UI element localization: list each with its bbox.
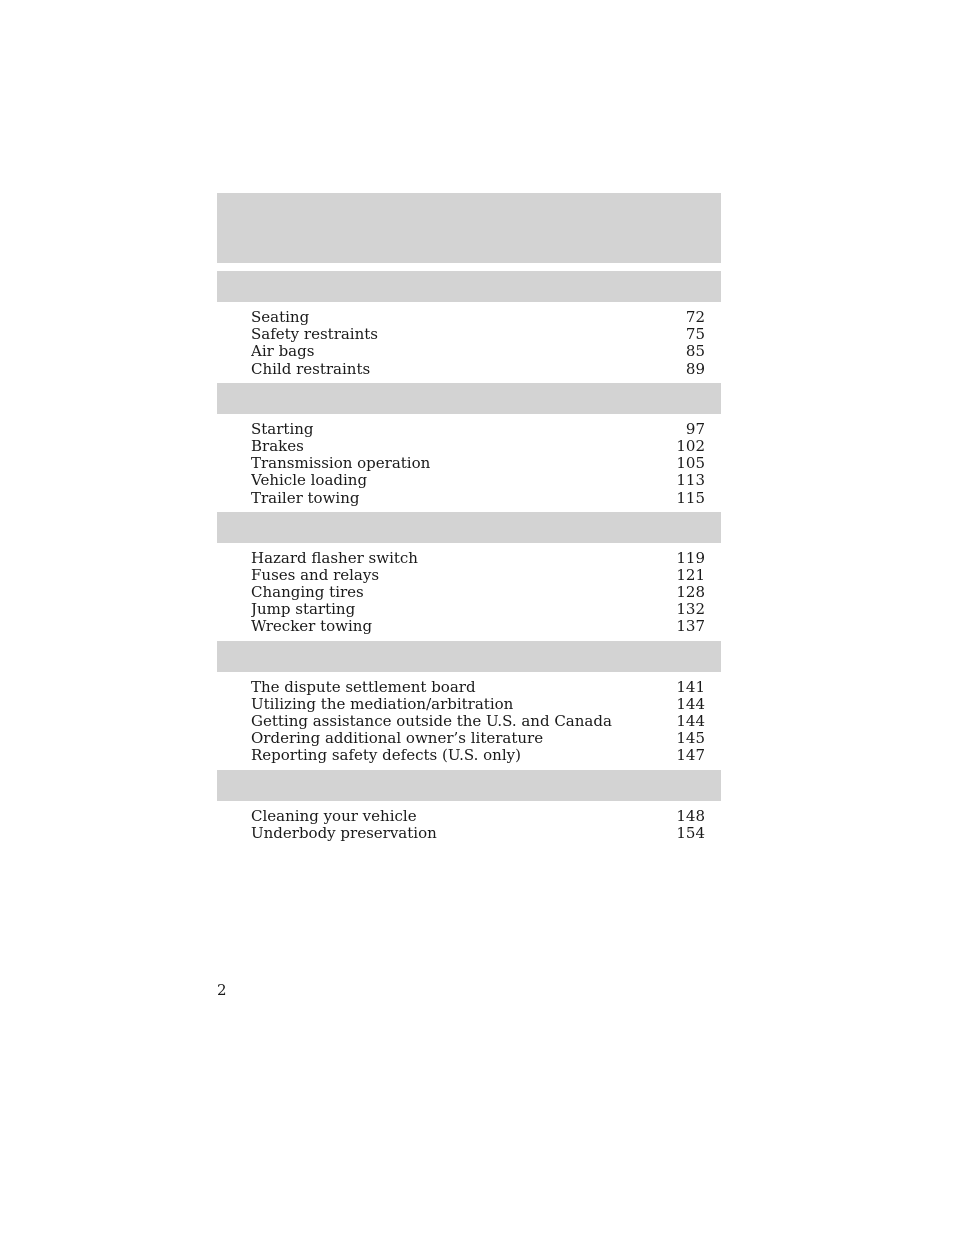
toc-entry[interactable] xyxy=(251,713,705,730)
toc-entry-label: Cleaning your vehicle xyxy=(251,807,417,825)
toc-entry-page: 102 xyxy=(676,436,705,455)
toc-entry-page: 137 xyxy=(676,617,705,636)
toc-entry-page: 121 xyxy=(676,565,705,584)
toc-entry-page: 119 xyxy=(676,548,705,567)
toc-entry[interactable] xyxy=(251,326,705,343)
toc-entry-page: 144 xyxy=(676,694,705,713)
toc-entry[interactable] xyxy=(251,747,705,764)
toc-entry-page: 145 xyxy=(676,729,705,748)
toc-entry-label: Seating xyxy=(251,309,310,326)
toc-entry-label: Transmission operation xyxy=(251,455,431,473)
toc-entry[interactable] xyxy=(251,343,705,360)
toc-entry[interactable] xyxy=(251,438,705,455)
toc-entry-label: Underbody preservation xyxy=(251,824,437,842)
toc-entry-label: Fuses and relays xyxy=(251,566,380,584)
section-header-bar xyxy=(217,641,721,672)
section-header-bar xyxy=(217,383,721,414)
table-of-contents xyxy=(217,193,721,847)
toc-entry-page: 132 xyxy=(676,600,705,619)
section-header-bar xyxy=(217,271,721,302)
toc-entry-label: Safety restraints xyxy=(251,326,378,344)
toc-entry[interactable] xyxy=(251,825,705,842)
chapter-header-band xyxy=(217,193,721,263)
toc-entry[interactable] xyxy=(251,455,705,472)
toc-entry[interactable] xyxy=(251,584,705,601)
toc-entry[interactable] xyxy=(251,808,705,825)
page-number: 2 xyxy=(217,981,227,999)
section-entries xyxy=(217,414,721,512)
section-entries xyxy=(217,672,721,770)
toc-entry-label: Air bags xyxy=(251,343,315,361)
toc-entry-page: 72 xyxy=(685,308,705,326)
toc-entry[interactable] xyxy=(251,490,705,507)
toc-entry[interactable] xyxy=(251,567,705,584)
toc-entry-page: 115 xyxy=(676,488,705,507)
toc-entry[interactable] xyxy=(251,618,705,635)
toc-entry-page: 148 xyxy=(676,806,705,825)
toc-entry[interactable] xyxy=(251,472,705,489)
toc-entry-page: 128 xyxy=(676,583,705,602)
toc-entry-label: Brakes xyxy=(251,437,304,455)
section-header-bar xyxy=(217,770,721,801)
toc-entry-label: Child restraints xyxy=(251,360,371,378)
toc-entry-label: Jump starting xyxy=(251,601,356,619)
toc-entry-label: Ordering additional owner’s literature xyxy=(251,730,544,748)
toc-entry[interactable] xyxy=(251,309,705,326)
toc-entry-label: Hazard flasher switch xyxy=(251,549,418,567)
toc-entry-page: 97 xyxy=(685,419,705,438)
toc-entry-page: 113 xyxy=(676,471,705,490)
toc-entry-page: 89 xyxy=(685,359,705,378)
toc-entry[interactable] xyxy=(251,361,705,378)
toc-entry-page: 105 xyxy=(676,454,705,473)
toc-entry-label: Getting assistance outside the U.S. and Canada xyxy=(251,713,612,730)
section-header-bar xyxy=(217,512,721,543)
toc-entry[interactable] xyxy=(251,730,705,747)
section-entries xyxy=(217,801,721,847)
section-entries xyxy=(217,543,721,641)
toc-entry-label: Trailer towing xyxy=(251,489,360,507)
toc-entry-page: 85 xyxy=(685,342,705,361)
toc-entry-label: Reporting safety defects (U.S. only) xyxy=(251,747,521,765)
toc-entry[interactable] xyxy=(251,601,705,618)
toc-entry-page: 141 xyxy=(676,677,705,696)
toc-entry-page: 144 xyxy=(676,712,705,730)
toc-entry[interactable] xyxy=(251,696,705,713)
toc-sections xyxy=(217,271,721,847)
toc-entry[interactable] xyxy=(251,421,705,438)
toc-entry-page: 147 xyxy=(676,746,705,765)
toc-entry-label: Starting xyxy=(251,420,314,438)
toc-entry-label: Wrecker towing xyxy=(251,618,373,636)
toc-entry-label: Changing tires xyxy=(251,584,364,602)
toc-entry-label: The dispute settlement board xyxy=(251,678,476,696)
section-entries xyxy=(217,302,721,383)
toc-entry-label: Utilizing the mediation/arbitration xyxy=(251,695,514,713)
toc-entry-page: 75 xyxy=(685,325,705,344)
toc-entry-page: 154 xyxy=(676,823,705,842)
toc-entry[interactable] xyxy=(251,550,705,567)
toc-entry[interactable] xyxy=(251,679,705,696)
toc-entry-label: Vehicle loading xyxy=(251,472,368,490)
